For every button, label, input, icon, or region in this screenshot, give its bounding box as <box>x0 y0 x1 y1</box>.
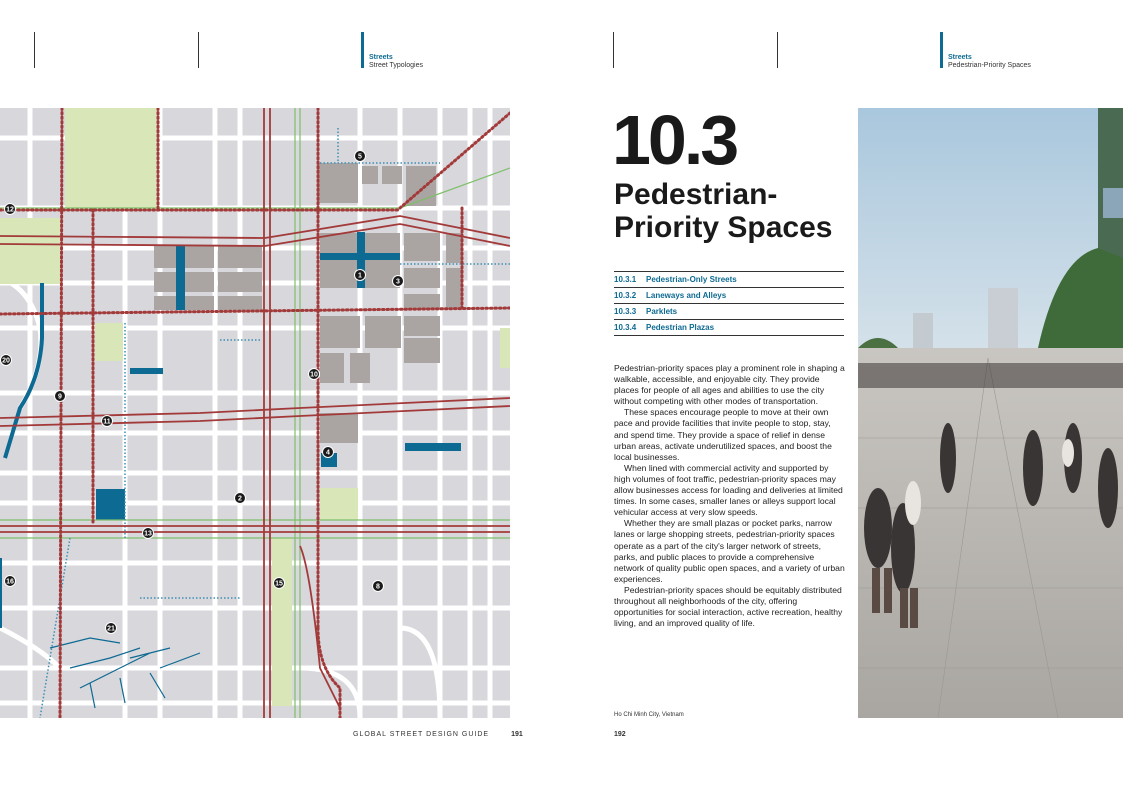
map-marker-8 <box>373 581 384 592</box>
map-marker-2 <box>235 493 246 504</box>
map-marker-label: 8 <box>376 583 380 591</box>
section-title <box>614 178 854 244</box>
toc-number: 10.3.3 <box>614 307 637 316</box>
right-running-header <box>940 32 1031 68</box>
running-header-section: Streets <box>369 54 393 61</box>
map-marker-label: 21 <box>107 625 115 633</box>
page-number: 191 <box>511 731 523 738</box>
toc-entry[interactable] <box>614 288 844 304</box>
toc-title: Parklets <box>646 307 678 316</box>
map-marker-1 <box>355 270 366 281</box>
toc-title: Pedestrian-Only Streets <box>646 275 737 284</box>
map-marker-label: 10 <box>310 371 318 379</box>
map-marker-label: 13 <box>144 530 152 538</box>
body-paragraph: Whether they are small plazas or pocket parks, narrow lanes or large shopping streets, pedestrian-priority spaces operate as a part of the city's larger network of streets, parks, and public places to provide a comprehensive network of quality public open spaces, and a variety of urban experiences. <box>614 518 845 584</box>
header-rule <box>198 32 199 68</box>
body-paragraph: Pedestrian-priority spaces should be equitably distributed throughout all neighborhoods of the city, offering opportunities for social interaction, active recreation, healthy living, and an improved quality of life. <box>614 584 843 629</box>
running-header-section: Streets <box>948 54 972 61</box>
section-number: 10.3 <box>612 101 737 179</box>
toc-number: 10.3.2 <box>614 291 637 300</box>
body-paragraph: These spaces encourage people to move at their own pace and provide facilities that invite people to stop, stay, and spend time. They provide a space of relief in dense urban areas, activate underutilized spaces, and boost the local businesses. <box>614 407 832 462</box>
header-rule <box>613 32 614 68</box>
map-marker-label: 9 <box>58 393 62 401</box>
street-network-map <box>0 108 510 718</box>
map-marker-5 <box>355 151 366 162</box>
street-photo <box>858 108 1123 718</box>
toc-number: 10.3.1 <box>614 275 637 284</box>
map-marker-21 <box>106 623 117 634</box>
toc-entry[interactable] <box>614 272 844 288</box>
map-marker-label: 12 <box>6 206 14 214</box>
toc-title: Pedestrian Plazas <box>646 323 715 332</box>
running-header-subsection: Street Typologies <box>369 62 423 69</box>
map-marker-12 <box>5 204 16 215</box>
toc-number: 10.3.4 <box>614 323 637 332</box>
map-marker-label: 15 <box>275 580 283 588</box>
page-number: 192 <box>614 731 626 738</box>
map-marker-4 <box>323 447 334 458</box>
map-marker-label: 3 <box>396 278 400 286</box>
map-marker-13 <box>143 528 154 539</box>
toc-title: Laneways and Alleys <box>646 291 727 300</box>
toc-entry[interactable] <box>614 304 844 320</box>
section-title-line: Pedestrian- <box>614 178 778 211</box>
map-marker-9 <box>55 391 66 402</box>
map-marker-3 <box>393 276 404 287</box>
map-marker-label: 11 <box>103 418 111 426</box>
map-marker-15 <box>274 578 285 589</box>
book-title: GLOBAL STREET DESIGN GUIDE <box>353 731 490 738</box>
body-paragraph: Pedestrian-priority spaces play a prominent role in shaping a walkable, accessible, and enjoyable city. They provide places for people of all ages and abilities to use the city without competing with other modes of transportation. <box>614 363 845 407</box>
body-paragraph: When lined with commercial activity and supported by high volumes of foot traffic, pedestrian-priority spaces may allow businesses access for loading and deliveries at limited times. In some cases, smaller lanes or alleys support local vehicular access at very slow speeds. <box>614 462 843 518</box>
running-header-subsection: Pedestrian-Priority Spaces <box>948 62 1031 69</box>
right-footer <box>614 731 626 738</box>
map-marker-10 <box>309 369 320 380</box>
map-marker-label: 4 <box>326 449 330 457</box>
photo-caption: Ho Chi Minh City, Vietnam <box>614 712 684 718</box>
map-marker-20 <box>1 355 12 366</box>
toc-entry[interactable] <box>614 320 844 336</box>
header-rule <box>34 32 35 68</box>
header-rule <box>777 32 778 68</box>
map-marker-label: 5 <box>358 153 362 161</box>
map-marker-16 <box>5 576 16 587</box>
section-toc <box>614 271 844 336</box>
left-footer <box>353 731 523 738</box>
map-marker-label: 1 <box>358 272 362 280</box>
map-marker-label: 20 <box>2 357 10 365</box>
map-marker-11 <box>102 416 113 427</box>
section-title-line: Priority Spaces <box>614 211 833 244</box>
body-text <box>614 363 846 629</box>
left-running-header <box>361 32 423 68</box>
map-marker-label: 16 <box>6 578 14 586</box>
map-marker-label: 2 <box>238 495 242 503</box>
